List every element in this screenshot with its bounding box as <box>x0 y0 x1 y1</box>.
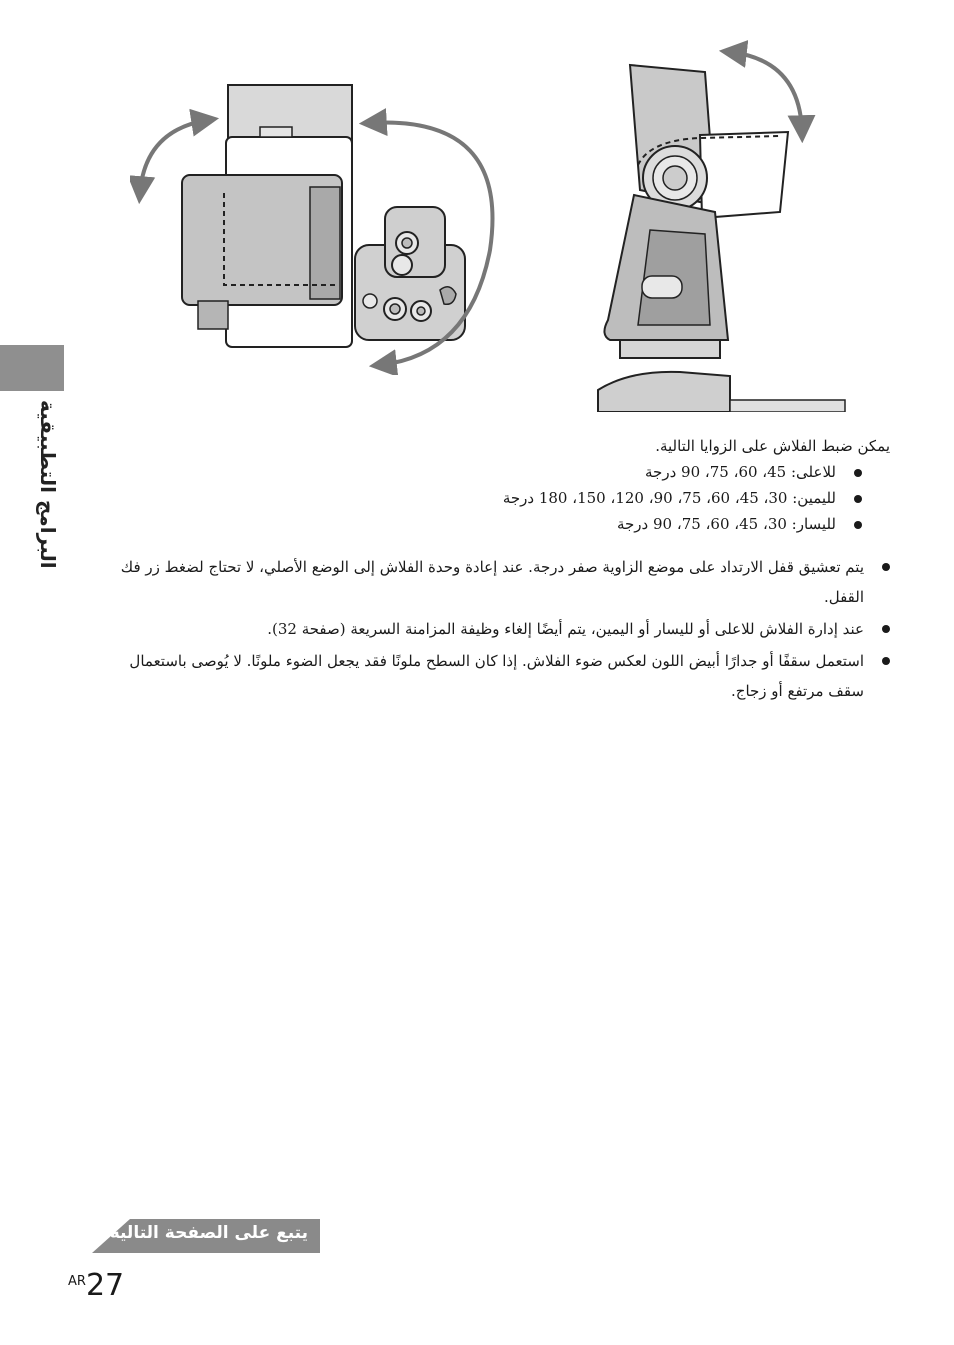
notes-list <box>100 552 890 708</box>
page-number <box>68 1268 124 1303</box>
note-item-hss: عند إدارة الفلاش للاعلى أو لليسار أو اليمين، يتم أيضًا إلغاء وظيفة المزامنة السريعة (صفحة 32). <box>100 614 890 644</box>
page-number-value: 27 <box>85 1268 125 1303</box>
note-item-bounce: استعمل سقفًا أو جدارًا أبيض اللون لعكس ضوء الفلاش. إذا كان السطح ملونًا فقد يجعل الضوء ملونًا. لا يُوصى باستعمال سقف مرتفع أو زجاج. <box>100 646 890 706</box>
flash-rotation-top-illustration <box>130 75 510 375</box>
section-label: البرامج التطبيقية <box>36 400 60 569</box>
page-prefix: AR <box>68 1274 86 1289</box>
continued-label: يتبع على الصفحة التالية <box>109 1223 308 1243</box>
continued-next-page-banner <box>92 1219 320 1253</box>
angles-intro-text: يمكن ضبط الفلاش على الزوايا التالية. <box>655 437 890 455</box>
angle-item-right: لليمين: 30، 45، 60، 75، 90، 120، 150، 180 درجة <box>344 485 864 511</box>
angle-item-left: لليسار: 30، 45، 60، 75، 90 درجة <box>344 511 864 537</box>
note-item-lock: يتم تعشيق قفل الارتداد على موضع الزاوية صفر درجة. عند إعادة وحدة الفلاش إلى الوضع الأصلي، لا تحتاج لضغط زر فك القفل. <box>100 552 890 612</box>
angle-item-up: للاعلى: 45، 60، 75، 90 درجة <box>344 459 864 485</box>
flash-tilt-up-illustration <box>590 40 850 412</box>
angle-list <box>344 459 864 537</box>
section-tab-marker <box>0 345 64 391</box>
